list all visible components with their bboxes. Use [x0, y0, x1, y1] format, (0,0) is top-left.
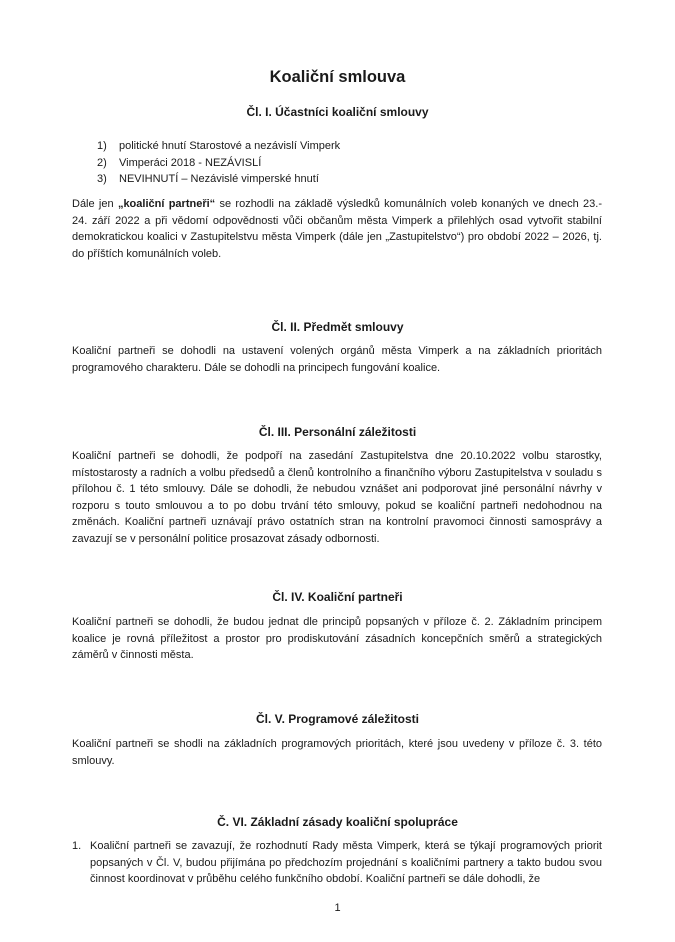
list-item: 1) politické hnutí Starostové a nezávislí Vimperk [97, 140, 341, 152]
program-paragraph: Koaliční partneři se shodli na základních programových prioritách, které jsou uvedeny v příloze č. 3. této smlouvy. [72, 738, 602, 767]
list-item: 2) Vimperáci 2018 - NEZÁVISLÍ [97, 156, 262, 169]
principles-list [72, 838, 602, 888]
list-item: 3) NEVIHNUTÍ – Nezávislé vimperské hnutí [97, 173, 319, 186]
section-heading-4: Čl. IV. Koaliční partneři [272, 590, 403, 604]
section-heading-6: Č. VI. Základní zásady koaliční spolupráce [217, 815, 458, 829]
list-item: 1. Koaliční partneři se zavazují, že rozhodnutí Rady města Vimperk, která se týkají programových priorit popsaných v Čl. V, budou přijímána po předchozím projednání s koaličními partnery a takto budou svou činnost koordinovat v průběhu celého funkčního období. Koaliční partneři se dále dohodli, že [72, 840, 602, 886]
page-number: 1 [334, 902, 341, 914]
section-heading-2: Čl. II. Předmět smlouvy [271, 320, 404, 334]
partners-paragraph: Koaliční partneři se dohodli, že budou jednat dle principů popsaných v příloze č. 2. Základním principem koalice je rovná příležitost a prostor pro prodiskutování zásadních koncepčních směrů a strategických záměrů v činnosti města. [72, 616, 602, 662]
intro-paragraph: Dále jen „koaliční partneři“ se rozhodli na základě výsledků komunálních voleb konaných ve dnech 23.- 24. září 2022 a při vědomí odpovědnosti vůči občanům města Vimperk a přilehlých osad vytvořit stabilní demokratickou koalici v Zastupitelstvu města Vimperk (dále jen „Zastupitelstvo“) pro období 2022 – 2026, tj. do příštích komunálních voleb. [72, 198, 602, 260]
section-heading-1: Čl. I. Účastníci koaliční smlouvy [246, 105, 429, 119]
subject-paragraph: Koaliční partneři se dohodli na ustavení volených orgánů města Vimperk a na základních prioritách programového charakteru. Dále se dohodli na principech fungování koalice. [72, 345, 602, 374]
document-title: Koaliční smlouva [269, 68, 406, 86]
section-heading-3: Čl. III. Personální záležitosti [258, 425, 417, 439]
personnel-paragraph: Koaliční partneři se dohodli, že podpoří na zasedání Zastupitelstva dne 20.10.2022 volbu starostky, místostarosty a radních a volbu předsedů a členů kontrolního a finančního výboru Zastupitelstva v souladu s přílohou č. 1 této smlouvy. Dále se dohodli, že nebudou vznášet ani podporovat jiné personální návrhy v rozporu s touto smlouvou a to po dobu trvání této smlouvy, pokud se koaliční partneři nedohodnou na změnách. Koaliční partneři uznávají právo ostatních stran na kontrolní pravomoci činnosti samosprávy a zavazují se v personální politice prosazovat zásady odbornosti. [72, 450, 602, 545]
section-heading-5: Čl. V. Programové záležitosti [256, 712, 419, 726]
participants-list [97, 138, 340, 188]
